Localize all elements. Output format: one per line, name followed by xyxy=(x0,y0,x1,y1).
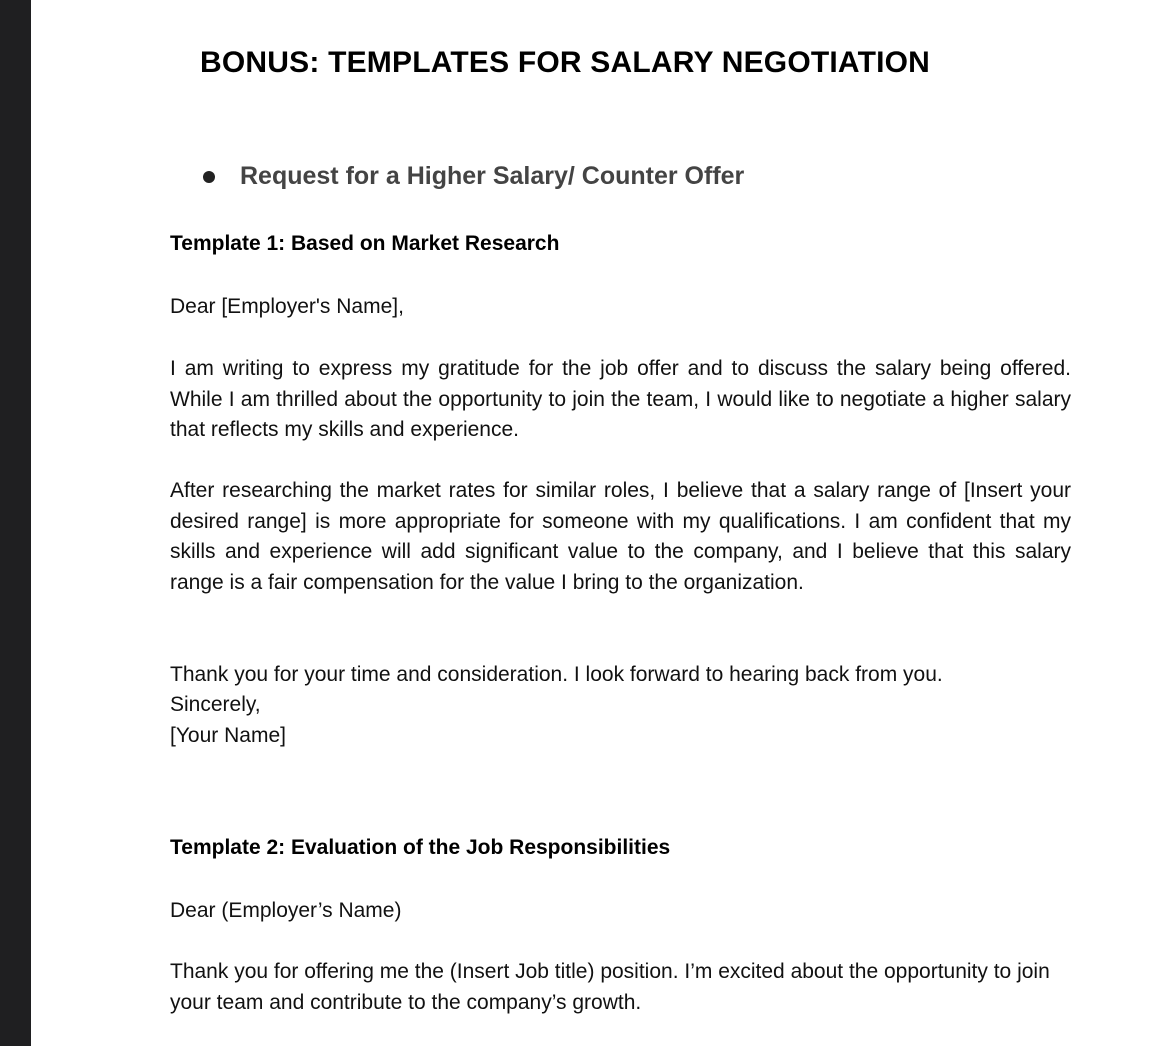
bullet-item xyxy=(203,162,744,191)
template-1-heading: Template 1: Based on Market Research xyxy=(170,232,560,255)
bullet-item-label: Request for a Higher Salary/ Counter Offer xyxy=(240,162,745,190)
document-page xyxy=(31,0,1162,1046)
template-1-paragraph-1: I am writing to express my gratitude for the job offer and to discuss the salary being offered. While I am thrilled about the opportunity to join the team, I would like to negotiate a higher salary that reflects my skills and experience. xyxy=(170,357,1071,442)
bullet-dot-icon xyxy=(203,171,215,183)
template-2-salutation: Dear (Employer’s Name) xyxy=(170,899,402,922)
template-1-paragraph-2: After researching the market rates for similar roles, I believe that a salary range of [Insert your desired range] is more appropriate for someone with my qualifications. I am confident that my skills and experience will add significant value to the company, and I believe that this salary range is a fair compensation for the value I bring to the organization. xyxy=(170,479,1071,594)
template-2-heading: Template 2: Evaluation of the Job Responsibilities xyxy=(170,836,671,859)
template-1-salutation: Dear [Employer's Name], xyxy=(170,295,404,318)
template-1-signature: [Your Name] xyxy=(170,724,286,747)
left-edge-bar xyxy=(0,0,31,1046)
document-title: BONUS: TEMPLATES FOR SALARY NEGOTIATION xyxy=(200,46,931,79)
template-1-signoff: Sincerely, xyxy=(170,693,261,716)
template-2-paragraph-1: Thank you for offering me the (Insert Job title) position. I’m excited about the opportunity to join your team and contribute to the company’s growth. xyxy=(170,960,1050,1014)
template-1-closing: Thank you for your time and consideration. I look forward to hearing back from you. xyxy=(170,663,943,686)
